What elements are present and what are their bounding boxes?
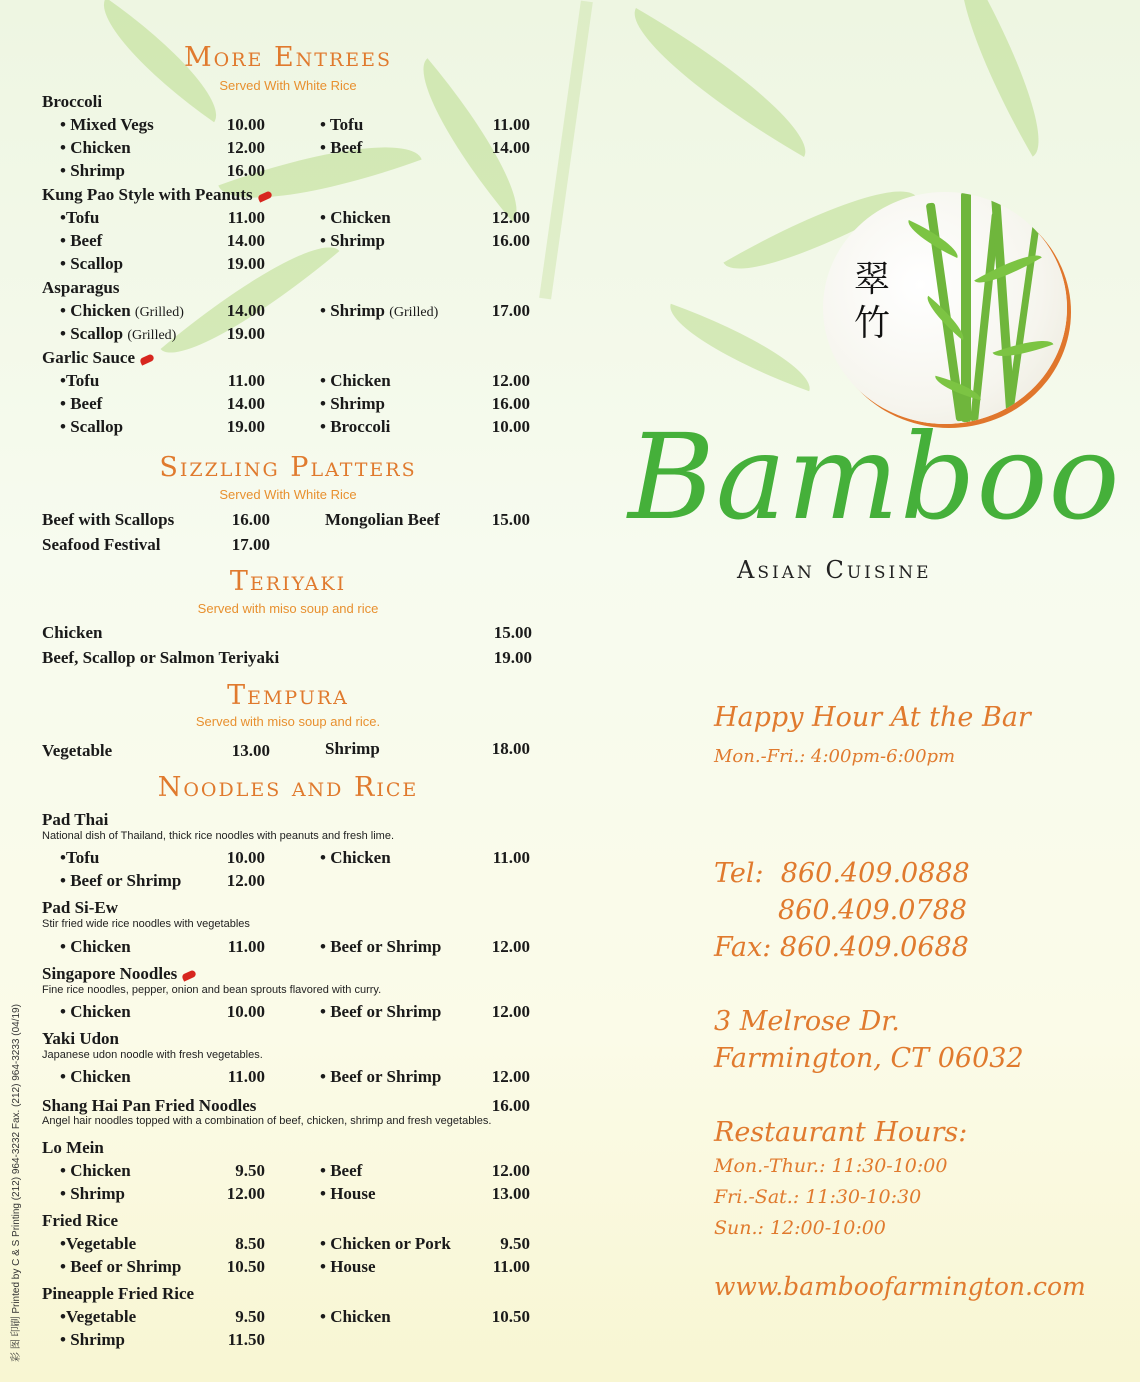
pad-thai-category: Pad Thai xyxy=(42,810,109,829)
price: 10.00 xyxy=(226,848,265,867)
menu-item: Shrimp xyxy=(325,739,380,758)
chili-pepper-icon xyxy=(181,969,197,981)
singapore-category: Singapore Noodles xyxy=(42,964,196,984)
chinese-characters: 翠竹 xyxy=(853,259,890,344)
menu-item: • Beef xyxy=(320,138,363,157)
price: 14.00 xyxy=(226,231,265,250)
lo-mein-category: Lo Mein xyxy=(42,1138,104,1157)
price: 10.00 xyxy=(226,115,265,134)
item-description: National dish of Thailand, thick rice noodles with peanuts and fresh lime. xyxy=(42,830,394,842)
price: 16.00 xyxy=(491,231,530,250)
menu-item: • Chicken xyxy=(60,1002,131,1021)
hours-title: Restaurant Hours: xyxy=(714,1117,968,1148)
menu-item: • Beef or Shrimp xyxy=(320,937,442,956)
menu-item: • Shrimp xyxy=(320,394,385,413)
item-description: Stir fried wide rice noodles with vegetables xyxy=(42,918,250,930)
price: 16.00 xyxy=(226,161,265,180)
chili-pepper-icon xyxy=(257,190,273,202)
menu-item: • House xyxy=(320,1257,376,1276)
sizzling-heading: Sizzling Platters xyxy=(159,452,417,483)
price: 11.00 xyxy=(492,115,530,134)
menu-item: • Scallop xyxy=(60,417,124,436)
menu-item: Vegetable xyxy=(42,741,113,760)
price: 11.00 xyxy=(227,1067,265,1086)
menu-item: • Mixed Vegs xyxy=(60,115,154,134)
yaki-udon-category: Yaki Udon xyxy=(42,1029,120,1048)
price: 9.50 xyxy=(500,1234,530,1253)
price: 10.50 xyxy=(491,1307,530,1326)
menu-item: • Chicken xyxy=(60,937,131,956)
price: 12.00 xyxy=(491,1067,530,1086)
hours-weekend: Fri.-Sat.: 11:30-10:30 xyxy=(714,1186,922,1208)
menu-item: Seafood Festival xyxy=(42,535,161,554)
fax-number: Fax: 860.409.0688 xyxy=(714,932,969,963)
more-entrees-subtitle: Served With White Rice xyxy=(219,78,357,93)
happy-hour-title: Happy Hour At the Bar xyxy=(714,702,1031,733)
price: 15.00 xyxy=(493,623,532,642)
brand-tagline: Asian Cuisine xyxy=(737,556,932,584)
price: 9.50 xyxy=(235,1161,265,1180)
price: 11.00 xyxy=(227,371,265,390)
price: 16.00 xyxy=(231,510,270,529)
menu-item: • Beef or Shrimp xyxy=(60,1257,182,1276)
hours-sunday: Sun.: 12:00-10:00 xyxy=(714,1217,886,1239)
menu-item: • Shrimp xyxy=(320,231,385,250)
menu-item: • Chicken xyxy=(60,1067,131,1086)
address-street: 3 Melrose Dr. xyxy=(714,1006,900,1037)
menu-item: • House xyxy=(320,1184,376,1203)
menu-item: •Vegetable xyxy=(60,1307,137,1326)
price: 9.50 xyxy=(235,1307,265,1326)
price: 8.50 xyxy=(235,1234,265,1253)
price: 16.00 xyxy=(491,394,530,413)
menu-item: • Shrimp xyxy=(60,1330,125,1349)
kung-pao-category: Kung Pao Style with Peanuts xyxy=(42,185,272,205)
pineapple-fried-rice-category: Pineapple Fried Rice xyxy=(42,1284,195,1303)
menu-item: • Chicken xyxy=(60,1161,131,1180)
price: 14.00 xyxy=(226,394,265,413)
tempura-heading: Tempura xyxy=(227,680,349,711)
price: 15.00 xyxy=(491,510,530,529)
noodles-heading: Noodles and Rice xyxy=(157,772,419,803)
fried-rice-category: Fried Rice xyxy=(42,1211,118,1230)
price: 13.00 xyxy=(231,741,270,760)
address-city: Farmington, CT 06032 xyxy=(714,1043,1024,1074)
teriyaki-heading: Teriyaki xyxy=(229,566,347,597)
chili-pepper-icon xyxy=(139,353,155,365)
item-description: Fine rice noodles, pepper, onion and bean sprouts flavored with curry. xyxy=(42,984,382,996)
price: 11.00 xyxy=(492,1257,530,1276)
menu-item: • Chicken (Grilled) xyxy=(60,301,184,320)
menu-item: •Tofu xyxy=(60,371,100,390)
menu-item: • Scallop xyxy=(60,254,124,273)
menu-item: Beef, Scallop or Salmon Teriyaki xyxy=(42,648,280,667)
price: 18.00 xyxy=(491,739,530,758)
menu-item: • Chicken or Pork xyxy=(320,1234,451,1253)
menu-item: • Beef xyxy=(320,1161,363,1180)
price: 19.00 xyxy=(493,648,532,667)
menu-item: Beef with Scallops xyxy=(42,510,175,529)
price: 17.00 xyxy=(491,301,530,320)
pad-si-ew-category: Pad Si-Ew xyxy=(42,898,119,917)
price: 11.00 xyxy=(492,848,530,867)
price: 16.00 xyxy=(491,1096,530,1115)
price: 14.00 xyxy=(226,301,265,320)
broccoli-category: Broccoli xyxy=(42,92,103,111)
phone-number-alt: 860.409.0788 xyxy=(778,895,967,926)
logo-emblem xyxy=(823,192,1067,424)
item-description: Japanese udon noodle with fresh vegetables. xyxy=(42,1049,263,1061)
brand-name: Bamboo xyxy=(628,408,1121,546)
teriyaki-subtitle: Served with miso soup and rice xyxy=(197,601,379,616)
menu-item: •Tofu xyxy=(60,848,100,867)
menu-item: • Tofu xyxy=(320,115,364,134)
price: 10.00 xyxy=(226,1002,265,1021)
menu-item: • Chicken xyxy=(60,138,131,157)
price: 10.00 xyxy=(491,417,530,436)
price: 12.00 xyxy=(491,1161,530,1180)
menu-item: Chicken xyxy=(42,623,103,642)
menu-item: •Vegetable xyxy=(60,1234,137,1253)
hours-weekday: Mon.-Thur.: 11:30-10:00 xyxy=(714,1155,948,1177)
price: 14.00 xyxy=(491,138,530,157)
price: 12.00 xyxy=(491,1002,530,1021)
price: 12.00 xyxy=(226,138,265,157)
tempura-subtitle: Served with miso soup and rice. xyxy=(195,714,381,729)
menu-item: • Beef xyxy=(60,394,103,413)
garlic-sauce-category: Garlic Sauce xyxy=(42,348,154,368)
price: 12.00 xyxy=(491,371,530,390)
menu-item: • Scallop (Grilled) xyxy=(60,324,177,343)
price: 19.00 xyxy=(226,324,265,343)
menu-item: • Chicken xyxy=(320,1307,391,1326)
shang-hai-category: Shang Hai Pan Fried Noodles xyxy=(42,1096,257,1115)
phone-number: Tel: 860.409.0888 xyxy=(714,858,970,889)
menu-item: • Chicken xyxy=(320,371,391,390)
printer-credit: 彩 图 印刷 Printed by C & S Printing (212) 964-3232 Fax. (212) 964-3233 (04/19) xyxy=(11,1004,22,1362)
asparagus-category: Asparagus xyxy=(42,278,120,297)
menu-item: Mongolian Beef xyxy=(325,510,440,529)
happy-hour-times: Mon.-Fri.: 4:00pm-6:00pm xyxy=(714,746,956,767)
menu-item: • Beef or Shrimp xyxy=(320,1002,442,1021)
price: 12.00 xyxy=(491,937,530,956)
price: 17.00 xyxy=(231,535,270,554)
menu-item: • Shrimp (Grilled) xyxy=(320,301,439,320)
sizzling-subtitle: Served With White Rice xyxy=(219,487,357,502)
price: 12.00 xyxy=(226,871,265,890)
price: 11.00 xyxy=(227,937,265,956)
price: 11.00 xyxy=(227,208,265,227)
price: 13.00 xyxy=(491,1184,530,1203)
price: 12.00 xyxy=(226,1184,265,1203)
menu-item: • Broccoli xyxy=(320,417,391,436)
menu-item: • Chicken xyxy=(320,208,391,227)
menu-item: • Shrimp xyxy=(60,1184,125,1203)
price: 12.00 xyxy=(491,208,530,227)
menu-item: • Chicken xyxy=(320,848,391,867)
website-link[interactable]: www.bamboofarmington.com xyxy=(714,1272,1086,1301)
menu-item: • Beef xyxy=(60,231,103,250)
price: 11.50 xyxy=(227,1330,265,1349)
menu-item: • Beef or Shrimp xyxy=(320,1067,442,1086)
menu-item: •Tofu xyxy=(60,208,100,227)
price: 19.00 xyxy=(226,417,265,436)
item-description: Angel hair noodles topped with a combination of beef, chicken, shrimp and fresh vegetables. xyxy=(42,1115,492,1127)
price: 10.50 xyxy=(226,1257,265,1276)
price: 19.00 xyxy=(226,254,265,273)
more-entrees-heading: More Entrees xyxy=(183,42,393,73)
menu-item: • Beef or Shrimp xyxy=(60,871,182,890)
menu-item: • Shrimp xyxy=(60,161,125,180)
